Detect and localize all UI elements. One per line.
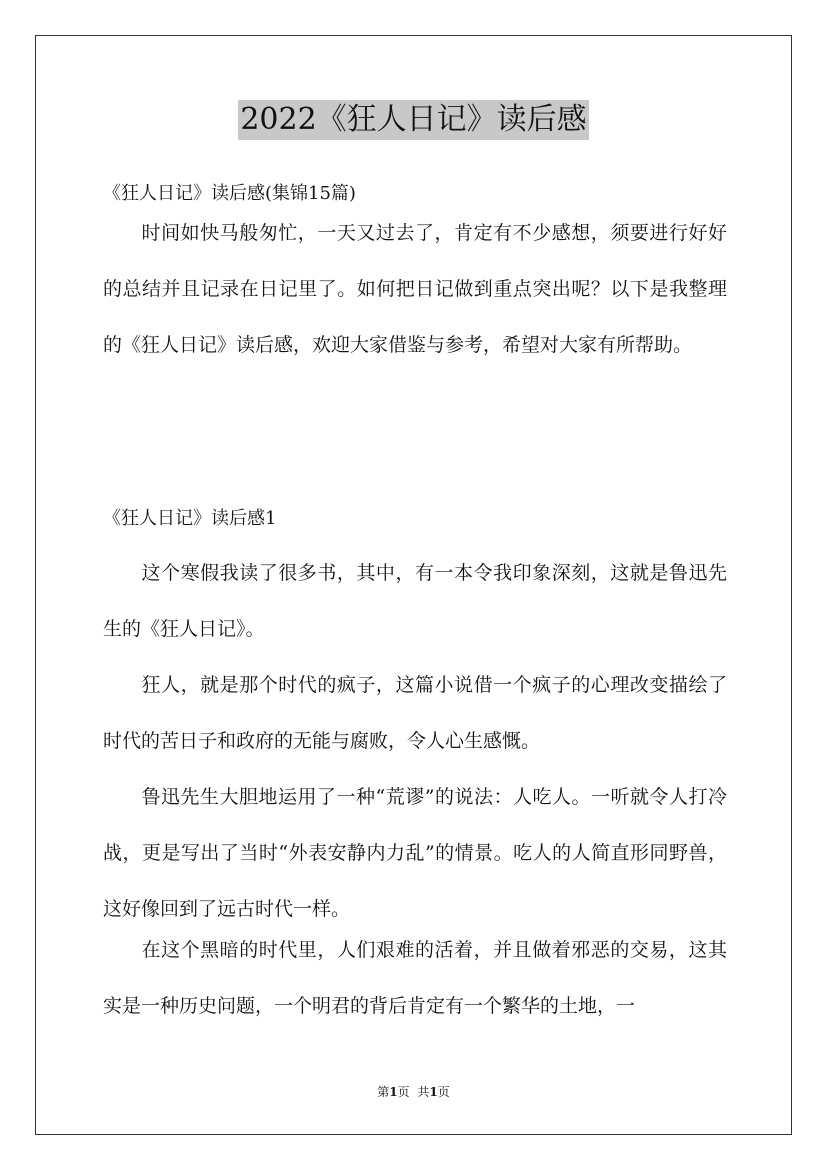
body-paragraph-3: [103, 769, 727, 937]
paragraph-text: 这个寒假我读了很多书，其中，有一本令我印象深刻，这就是鲁迅先生的《狂人日记》。: [103, 562, 727, 640]
body-paragraph-2: [103, 657, 727, 769]
body-paragraph-1: [103, 545, 727, 657]
footer-page-number: 1: [389, 1085, 398, 1099]
intro-paragraph: [103, 205, 727, 373]
document-title: 2022《狂人日记》读后感: [238, 100, 588, 140]
body-paragraph-4: [103, 922, 727, 1034]
paragraph-text: 鲁迅先生大胆地运用了一种“荒谬”的说法：人吃人。一听就令人打冷战，更是写出了当时“外表安静内力乱”的情景。吃人的人简直形同野兽，这好像回到了远古时代一样。: [103, 786, 727, 920]
footer-page-prefix: 第: [377, 1085, 390, 1099]
paragraph-text: 狂人，就是那个时代的疯子，这篇小说借一个疯子的心理改变描绘了时代的苦日子和政府的无能与腐败，令人心生感慨。: [103, 674, 727, 752]
footer-total-suffix: 页: [437, 1085, 450, 1099]
footer-page-suffix: 页: [397, 1085, 410, 1099]
section-heading: 《狂人日记》读后感1: [103, 508, 277, 529]
page-footer: [0, 1084, 827, 1100]
document-subtitle: 《狂人日记》读后感(集锦15篇): [103, 183, 356, 204]
footer-total-prefix: 共: [417, 1085, 430, 1099]
intro-text: 时间如快马般匆忙，一天又过去了，肯定有不少感想，须要进行好好的总结并且记录在日记里了。如何把日记做到重点突出呢？以下是我整理的《狂人日记》读后感，欢迎大家借鉴与参考，希望对大家有所帮助。: [103, 222, 727, 356]
footer-total-number: 1: [429, 1085, 438, 1099]
paragraph-text: 在这个黑暗的时代里，人们艰难的活着，并且做着邪恶的交易，这其实是一种历史问题，一个明君的背后肯定有一个繁华的土地，一: [103, 939, 727, 1017]
title-container: [0, 100, 827, 140]
